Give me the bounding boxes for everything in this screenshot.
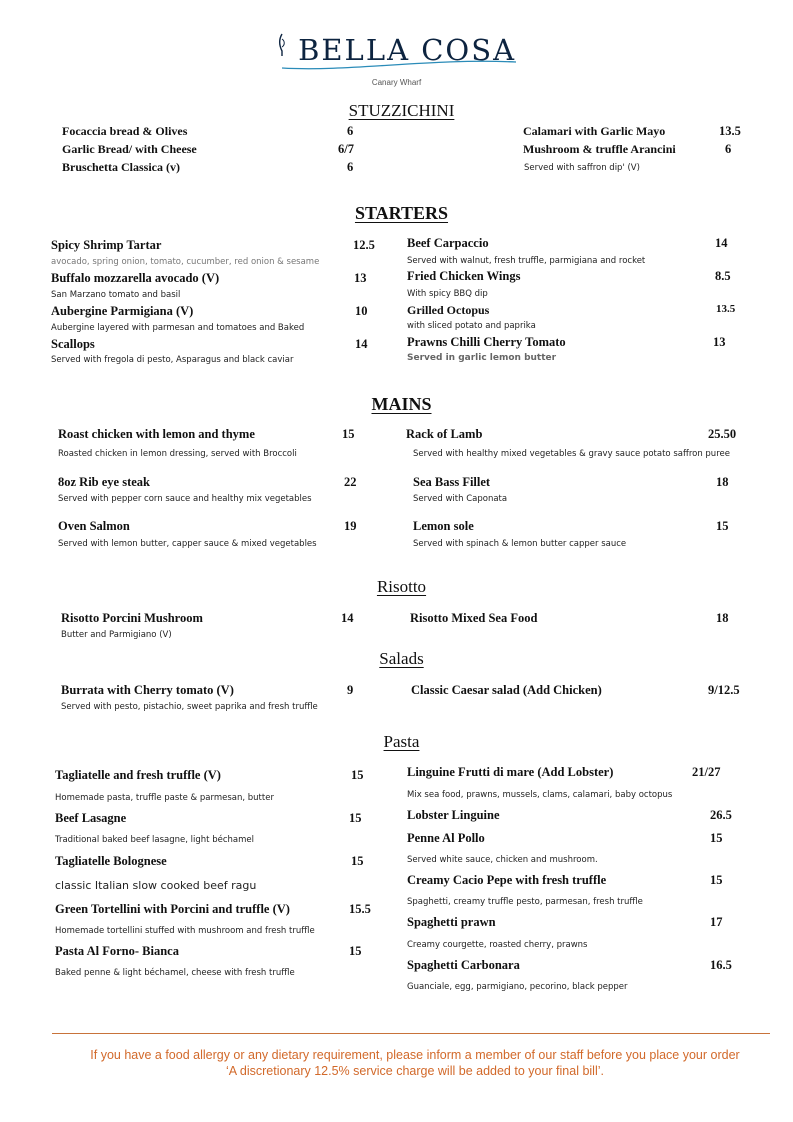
menu-item-name: Rack of Lamb <box>406 427 483 441</box>
menu-item-name: Oven Salmon <box>58 519 130 533</box>
menu-item-price: 17 <box>710 915 723 929</box>
section-title-stuzzichini: STUZZICHINI <box>348 101 455 120</box>
menu-item-price: 6/7 <box>338 142 354 156</box>
logo-leaf-icon <box>277 33 287 61</box>
menu-item-desc: avocado, spring onion, tomato, cucumber, red onion & sesame <box>51 257 320 267</box>
menu-item-desc: Served with walnut, fresh truffle, parmigiana and rocket <box>407 256 646 266</box>
menu-item-name: Linguine Frutti di mare (Add Lobster) <box>407 765 614 779</box>
menu-item-price: 19 <box>344 519 357 533</box>
footer-divider <box>52 1033 770 1034</box>
menu-item-desc: Creamy courgette, roasted cherry, prawns <box>407 940 588 950</box>
menu-item-price: 26.5 <box>710 808 732 822</box>
menu-item-name: Calamari with Garlic Mayo <box>523 124 666 138</box>
menu-item-price: 13 <box>354 271 367 285</box>
menu-item-name: Spaghetti prawn <box>407 915 496 929</box>
menu-item-price: 6 <box>347 160 354 174</box>
section-title-mains: MAINS <box>371 394 432 414</box>
menu-item-price: 9 <box>347 683 354 697</box>
menu-item-desc: Roasted chicken in lemon dressing, served with Broccoli <box>58 449 297 459</box>
menu-item-desc: Served with healthy mixed vegetables & gravy sauce potato saffron puree <box>413 449 730 459</box>
menu-item-desc: Homemade tortellini stuffed with mushroom and fresh truffle <box>55 926 315 936</box>
menu-item-name: Garlic Bread/ with Cheese <box>62 142 197 156</box>
menu-item-desc: Served white sauce, chicken and mushroom. <box>407 855 598 865</box>
menu-item-desc: San Marzano tomato and basil <box>51 290 181 300</box>
menu-item-price: 14 <box>355 337 368 351</box>
menu-item-name: Risotto Porcini Mushroom <box>61 611 203 625</box>
section-title-risotto: Risotto <box>376 577 427 596</box>
menu-item-price: 9/12.5 <box>708 683 740 697</box>
menu-item-name: Risotto Mixed Sea Food <box>410 611 538 625</box>
menu-item-desc: Baked penne & light béchamel, cheese with fresh truffle <box>55 968 295 978</box>
menu-item-name: Beef Carpaccio <box>407 236 489 250</box>
logo-text: BELLA COSA <box>298 33 517 67</box>
menu-item-price: 15 <box>710 831 723 845</box>
service-charge-notice: ‘A discretionary 12.5% service charge will be added to your final bill’. <box>226 1064 604 1078</box>
menu-item-price: 15 <box>342 427 355 441</box>
menu-item-desc: Served with spinach & lemon butter capper sauce <box>413 539 627 549</box>
menu-item-name: Bruschetta Classica (v) <box>62 160 180 174</box>
menu-item-desc: Served with fregola di pesto, Asparagus and black caviar <box>51 355 294 365</box>
menu-item-name: Burrata with Cherry tomato (V) <box>61 683 234 697</box>
menu-item-price: 22 <box>344 475 357 489</box>
menu-item-price: 10 <box>355 304 368 318</box>
menu-item-price: 15 <box>349 944 362 958</box>
menu-item-desc: Served with Caponata <box>413 494 508 504</box>
menu-item-name: 8oz Rib eye steak <box>58 475 150 489</box>
menu-item-desc: classic Italian slow cooked beef ragu <box>55 879 257 892</box>
menu-item-price: 15.5 <box>349 902 371 916</box>
menu-item-name: Lobster Linguine <box>407 808 500 822</box>
menu-item-desc: Served with pesto, pistachio, sweet paprika and fresh truffle <box>61 702 318 712</box>
menu-item-name: Buffalo mozzarella avocado (V) <box>51 271 220 285</box>
section-title-pasta: Pasta <box>383 732 420 751</box>
menu-item-desc: Spaghetti, creamy truffle pesto, parmesan, fresh truffle <box>407 897 643 907</box>
menu-item-price: 12.5 <box>353 238 375 252</box>
menu-item-desc: Traditional baked beef lasagne, light béchamel <box>55 835 254 845</box>
menu-item-price: 16.5 <box>710 958 732 972</box>
menu-item-name: Focaccia bread & Olives <box>62 124 188 138</box>
menu-item-name: Spaghetti Carbonara <box>407 958 520 972</box>
menu-item-name: Creamy Cacio Pepe with fresh truffle <box>407 873 607 887</box>
menu-item-name: Green Tortellini with Porcini and truffle (V) <box>55 902 290 916</box>
location-subtitle: Canary Wharf <box>371 78 422 87</box>
menu-item-price: 13 <box>713 335 726 349</box>
menu-item-name: Grilled Octopus <box>407 303 490 317</box>
menu-item-desc: Served with lemon butter, capper sauce & mixed vegetables <box>58 539 317 549</box>
menu-item-price: 25.50 <box>708 427 737 441</box>
menu-item-name: Sea Bass Fillet <box>413 475 491 489</box>
menu-item-price: 14 <box>341 611 354 625</box>
menu-item-price: 15 <box>710 873 723 887</box>
menu-item-price: 8.5 <box>715 269 731 283</box>
allergy-notice: If you have a food allergy or any dietary requirement, please inform a member of our staff before you place your order <box>90 1048 740 1062</box>
menu-item-name: Scallops <box>51 337 95 351</box>
menu-item-price: 13.5 <box>719 124 741 138</box>
menu-item-name: Beef Lasagne <box>55 811 127 825</box>
menu-item-desc: Mix sea food, prawns, mussels, clams, calamari, baby octopus <box>407 790 673 800</box>
menu-item-desc: Served with saffron dip' (V) <box>524 163 640 173</box>
menu-item-name: Aubergine Parmigiana (V) <box>51 304 194 318</box>
menu-item-price: 21/27 <box>692 765 721 779</box>
menu-item-desc: Butter and Parmigiano (V) <box>61 630 172 640</box>
menu-item-desc: with sliced potato and paprika <box>407 321 536 331</box>
menu-item-name: Fried Chicken Wings <box>407 269 521 283</box>
menu-item-price: 13.5 <box>716 303 736 315</box>
menu-item-price: 14 <box>715 236 728 250</box>
menu-item-name: Tagliatelle Bolognese <box>55 854 167 868</box>
menu-item-price: 15 <box>349 811 362 825</box>
menu-item-name: Tagliatelle and fresh truffle (V) <box>55 768 221 782</box>
section-title-starters: STARTERS <box>354 203 449 223</box>
menu-item-price: 6 <box>347 124 354 138</box>
menu-item-name: Prawns Chilli Cherry Tomato <box>407 335 566 349</box>
menu-item-name: Penne Al Pollo <box>407 831 485 845</box>
menu-item-name: Classic Caesar salad (Add Chicken) <box>411 683 602 697</box>
menu-item-desc: Guanciale, egg, parmigiano, pecorino, black pepper <box>407 982 628 992</box>
menu-item-price: 15 <box>716 519 729 533</box>
menu-item-price: 18 <box>716 475 729 489</box>
menu-item-name: Mushroom & truffle Arancini <box>523 142 676 156</box>
menu-item-name: Spicy Shrimp Tartar <box>51 238 162 252</box>
section-title-salads: Salads <box>379 649 424 668</box>
logo-swoosh-icon <box>280 60 520 72</box>
menu-item-desc: Aubergine layered with parmesan and tomatoes and Baked <box>51 323 305 333</box>
menu-item-price: 18 <box>716 611 729 625</box>
menu-item-price: 6 <box>725 142 732 156</box>
menu-item-desc: Homemade pasta, truffle paste & parmesan, butter <box>55 793 274 803</box>
menu-item-desc: Served in garlic lemon butter <box>407 353 557 363</box>
menu-item-name: Roast chicken with lemon and thyme <box>58 427 255 441</box>
menu-item-desc: With spicy BBQ dip <box>407 289 488 299</box>
menu-item-price: 15 <box>351 854 364 868</box>
menu-item-name: Lemon sole <box>413 519 474 533</box>
menu-item-desc: Served with pepper corn sauce and healthy mix vegetables <box>58 494 312 504</box>
menu-item-name: Pasta Al Forno- Bianca <box>55 944 179 958</box>
menu-item-price: 15 <box>351 768 364 782</box>
